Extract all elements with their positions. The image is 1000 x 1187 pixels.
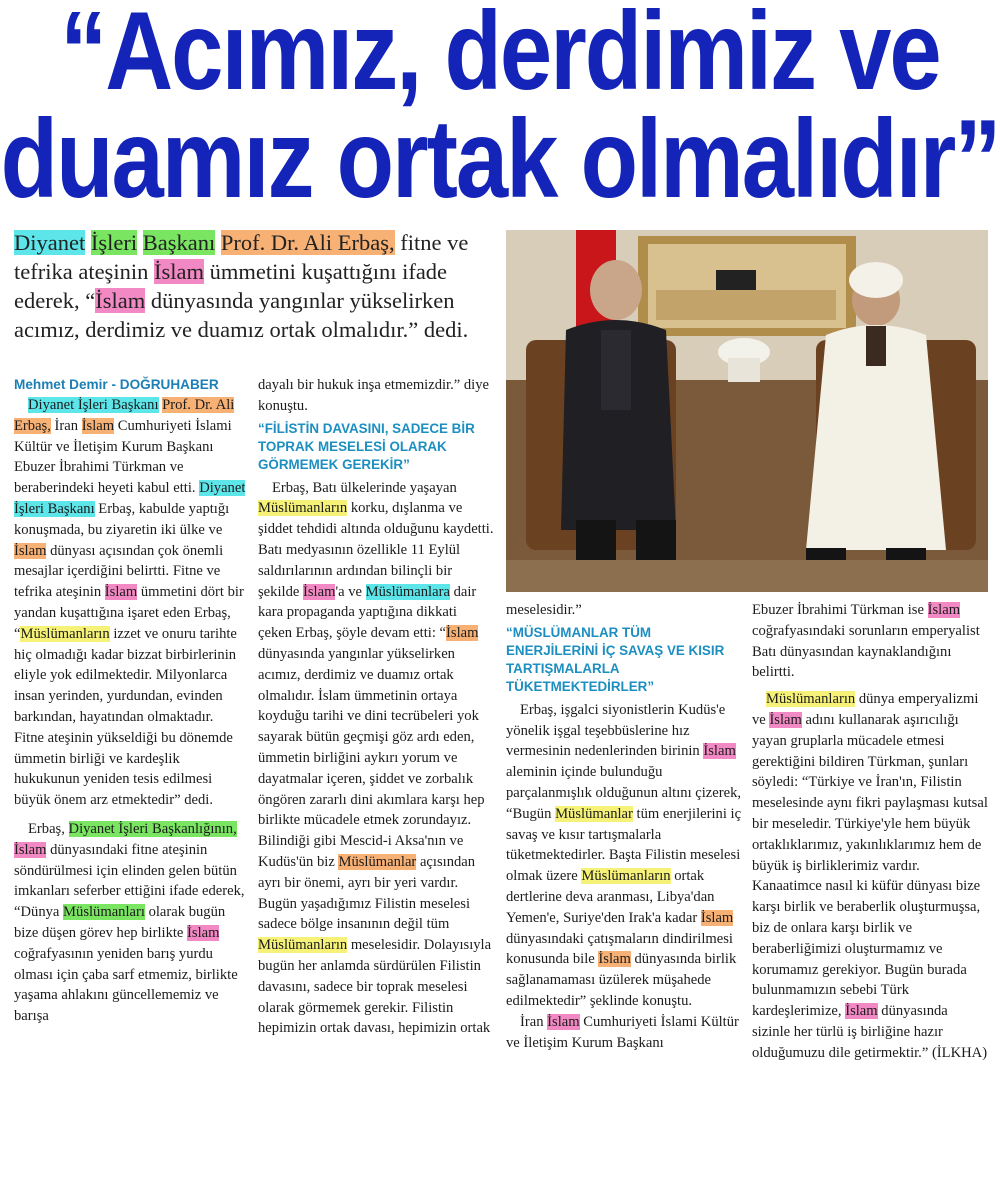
lead-paragraph xyxy=(14,228,498,344)
paragraph xyxy=(14,395,246,811)
headline xyxy=(0,0,1000,222)
paragraph xyxy=(14,819,246,1027)
highlight: Prof. Dr. Ali Erbaş, xyxy=(14,397,235,434)
highlight: İslam xyxy=(598,951,631,968)
headline-line-1: “Acımız, derdimiz ve xyxy=(60,0,940,113)
paragraph xyxy=(506,1012,742,1054)
highlight: İslam xyxy=(845,1003,878,1020)
highlight: Müslümanların xyxy=(258,937,348,954)
text-run: Cumhuriyeti İslami Kültür ve İletişim Kurum Başkanı Ebuzer İbrahimi Türkman ve beraberindeki heyeti kabul etti. xyxy=(14,417,232,497)
highlight: İslam xyxy=(769,711,802,728)
paragraph xyxy=(752,689,988,1063)
meeting-photo-illustration xyxy=(506,230,988,592)
text-run: dünyasında yangınlar yükselirken acımız, derdimiz ve duamız ortak olmalıdır.” dedi. xyxy=(14,288,469,342)
text-run: açısından ayrı bir önemi, ayrı bir yeri vardır. Bugün yaşadığımız Filistin meselesi sadece bölge insanının değil tüm xyxy=(258,853,476,933)
highlight: Başkanı xyxy=(142,230,216,255)
article-column-3 xyxy=(506,600,742,1053)
article-column-1 xyxy=(14,375,246,1027)
paragraph xyxy=(506,700,742,1012)
highlight: İşleri xyxy=(90,230,138,255)
highlight: Müslümanların xyxy=(581,868,671,885)
text-run: dünyasında yangınlar yükselirken acımız, derdimiz ve duamız ortak olmalıdır. İslam ümmetinin ortaya koyduğu tarihi ve dini tecrübeleri yok sayarak bütün geçmişi göz ardı eden, ümmetin birliğini aykırı yorum ve dayatmalar içeren, şiddet ve zorbalık öngören zararlı dini akımlara karşı hep birlikte mücadele etmek zorundayız. Bilindiği gibi Mescid-i Aksa'nın ve Kudüs'ün biz xyxy=(258,645,485,870)
paragraph xyxy=(258,478,494,1040)
highlight: İslam xyxy=(703,743,736,760)
paragraph: meselesidir.” xyxy=(506,602,582,618)
text-run: tüm enerjilerini iç savaş ve kısır tartışmalarla tüketmektedirler. Başta Filistin meselesi olmak üzere xyxy=(506,805,742,885)
text-run: 'a ve xyxy=(335,583,366,600)
article-column-2 xyxy=(258,375,494,1039)
text-run: meselesidir. Dolayısıyla bugün her anlamda sürdürülen Filistin davasını, sadece bir toprak meselesi olarak görmemek gerekir. Filistin hepimizin ortak davası, hepimizin ortak xyxy=(258,937,492,1037)
text-run: adını kullanarak aşırıcılığı yayan gruplarla mücadele etmesi gerektiğini bildiren Türkman, şunları söyledi: “Türkiye ve İran'ın, Filistin meselesinde aynı fikri paylaşması kutsal bir meseledir. Türkiye'yle hem büyük ortaklıklarımız, yakınlıklarımız hem de büyük iş birliklerimiz vardır. Kanaatimce nasıl ki küfür dünyası bize karşı birlik ve beraberlik oluşturmuşsa, biz de onlara karşı birlik ve beraberliğimizi oluşturmamız ve korumamız gerekiyor. Bugün burada bulunmamızın sebebi Türk kardeşlerimize, xyxy=(752,711,988,1020)
byline: Mehmet Demir - DOĞRUHABER xyxy=(14,377,219,392)
paragraph: dayalı bir hukuk inşa etmemizdir.” diye konuştu. xyxy=(258,377,490,414)
highlight: İslam xyxy=(446,625,479,642)
highlight: İslam xyxy=(81,417,115,434)
highlight: İslam xyxy=(14,841,47,858)
highlight: İslam xyxy=(700,909,734,926)
subheading: “FİLİSTİN DAVASINI, SADECE BİR TOPRAK MESELESİ OLARAK GÖRMEMEK GEREKİR” xyxy=(258,420,475,472)
text-run: ümmetini dört bir yandan kuşattığına işaret eden Erbaş, “ xyxy=(14,584,244,642)
text-run: fitne ve tefrika ateşinin xyxy=(14,230,469,284)
text-run: dünyasında sizinle her türlü iş birliğine hazır olduğumuzu dile getirmektir.” (İLKHA) xyxy=(752,1003,988,1061)
highlight: Müslümanların xyxy=(766,691,856,708)
article-column-4 xyxy=(752,600,988,1064)
highlight: Müslümanları xyxy=(63,904,145,921)
highlight: Diyanet İşleri Başkanlığının, xyxy=(68,820,237,837)
headline-line-2: duamız ortak olmalıdır” xyxy=(0,96,1000,221)
news-photo xyxy=(506,230,988,592)
text-run: dünyasında birlik sağlanamaması üzülerek müşahede edilmektedir” şeklinde konuştu. xyxy=(506,951,737,1009)
highlight: İslam xyxy=(104,584,138,601)
text-run: ümmetini kuşattığını ifade ederek, “ xyxy=(14,259,448,313)
text-run: dünyasındaki çatışmaların dindirilmesi konusunda bile xyxy=(506,930,733,968)
highlight: Müslümanların xyxy=(258,500,348,517)
highlight: İslam xyxy=(187,924,220,941)
highlight: Müslümanlara xyxy=(365,583,450,600)
text-run: coğrafyasının yeniden barış yurdu olması için çaba sarf etmemiz, birlikte yaşama ahlakını güncellememiz ve barışa xyxy=(14,945,238,1025)
highlight: İslam xyxy=(303,583,336,600)
text-run: İran xyxy=(520,1013,548,1030)
paragraph xyxy=(752,600,988,683)
highlight: Diyanet İşleri Başkanı xyxy=(28,397,159,413)
text-run: Erbaş, Batı ülkelerinde yaşayan xyxy=(272,479,457,496)
text-run: olarak bugün bize düşen görev hep birlikte xyxy=(14,904,226,941)
highlight: Müslümanların xyxy=(20,625,110,642)
text-run: ortak dertlerine deva aranması, Libya'dan Yemen'e, Suriye'den Irak'a kadar xyxy=(506,868,715,926)
text-run: dünya emperyalizmi ve xyxy=(752,691,979,728)
text-run: Erbaş, işgalci siyonistlerin Kudüs'e yönelik işgal teşebbüslerine hız vermesinin nedenlerinden birinin xyxy=(506,701,726,760)
subheading: “MÜSLÜMANLAR TÜM ENERJİLERİNİ İÇ SAVAŞ VE KISIR TARTIŞMALARLA TÜKETMEKTEDİRLER” xyxy=(506,624,725,694)
highlight: Diyanet İşleri Başkanı xyxy=(14,480,246,517)
highlight: Müslümanlar xyxy=(555,805,633,822)
highlight: İslam xyxy=(14,542,47,559)
highlight: İslam xyxy=(95,288,146,313)
text-run: dair kara propaganda yaptığına dikkati çeken Erbaş, şöyle devam etti: “ xyxy=(258,583,477,642)
text-run: İran xyxy=(50,417,82,434)
text-run: izzet ve onuru tarihte hiç olmadığı kadar bizzat birbirlerinin eliyle yok edilmektedir. Milyonlarca insan yerinden, yurdundan, evinden barkından, hayatından olmaktadır. Fitne ateşinin yükseldiği bu dönemde ümmetin birliği ve kardeşlik hukukunun yeniden tesis edilmesi büyük önem arz etmektedir” dedi. xyxy=(14,625,237,809)
text-run: Ebuzer İbrahimi Türkman ise xyxy=(752,602,928,618)
text-run: Erbaş, xyxy=(28,820,69,837)
text-run: korku, dışlanma ve şiddet tehdidi altında olduğunu kaydetti. Batı medyasının özellikle 11 Eylül saldırılarının ardından bilinçli bir şekilde xyxy=(258,500,494,600)
text-run: Erbaş, kabulde yaptığı konuşmada, bu ziyaretin iki ülke ve xyxy=(14,500,230,538)
text-run: coğrafyasındaki sorunların emperyalist Batı dünyasından kaynaklandığını belirtti. xyxy=(752,622,980,681)
highlight: Prof. Dr. Ali Erbaş, xyxy=(220,230,395,255)
highlight: İslam xyxy=(153,259,204,284)
text-run: aleminin içinde bulunduğu parçalanmışlık olduğunun altını çizerek, “Bugün xyxy=(506,764,742,822)
text-run: dünyası açısından çok önemli mesajlar içerdiğini belirtti. Fitne ve tefrika ateşinin xyxy=(14,542,224,601)
text-run: dünyasındaki fitne ateşinin söndürülmesi için elinden gelen bütün imkanları seferber ettiğini ifade ederek, “Dünya xyxy=(14,841,245,921)
highlight: Diyanet xyxy=(14,230,86,255)
highlight: İslam xyxy=(547,1013,580,1030)
highlight: Müslümanlar xyxy=(338,853,417,870)
text-run: Cumhuriyeti İslami Kültür ve İletişim Kurum Başkanı xyxy=(506,1013,739,1051)
highlight: İslam xyxy=(927,602,961,618)
